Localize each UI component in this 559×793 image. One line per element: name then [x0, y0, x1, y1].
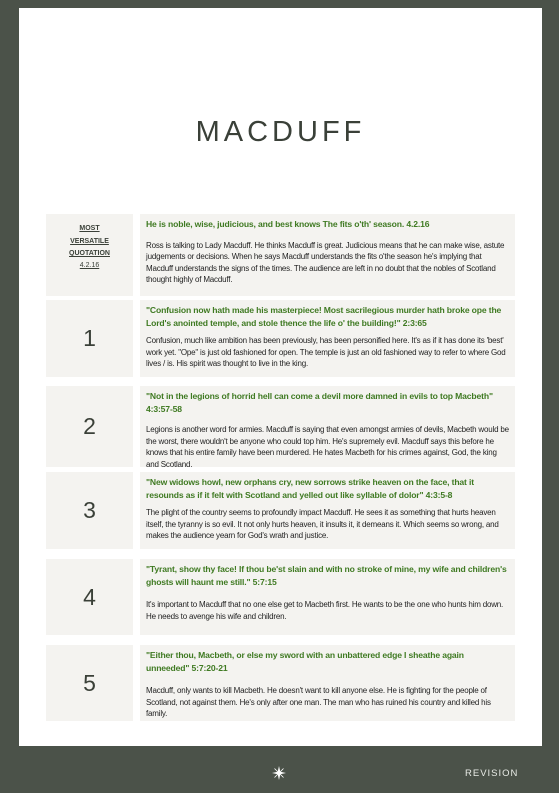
quote-content: [140, 300, 515, 377]
quote-number: 2: [46, 386, 133, 467]
page-title: MACDUFF: [195, 116, 366, 148]
quote-row: [46, 472, 515, 549]
explanation-text: Ross is talking to Lady Macduff. He thinks Macduff is great. Judicious means that he can make wise, astute judgements or decisions. When he says Macduff understands the fits o'the season he's implying that Macduff understands the signs of the times. The audience are left in no doubt that the nobles of Scotland thought highly of Macduff.: [146, 240, 505, 284]
quote-number: 1: [46, 300, 133, 377]
explanation-text: Legions is another word for armies. Macduff is saying that even amongst armies of devils, Macbeth would be the worst, there wouldn't be anyone who could top him. He's supremely evil. Macduff says this before he knows that his entire family have been murdered. He hates Macbeth for his crimes against, God, the king and Scotland.: [146, 425, 509, 469]
explanation-text: It's important to Macduff that no one else get to Macbeth first. He wants to be the one who hunts him down. He needs to avenge his wife and children.: [146, 600, 504, 621]
sparkle-icon: [272, 766, 286, 780]
quote-text: "New widows howl, new orphans cry, new sorrows strike heaven on the face, that it resounds as if it felt with Scotland and yelled out like syllable of dolor" 4:3:5-8: [146, 477, 474, 500]
quote-number: 5: [46, 645, 133, 721]
quote-number: 4: [46, 559, 133, 635]
quote-content: [140, 386, 515, 467]
most-versatile-row: [46, 214, 515, 296]
most-versatile-content: [140, 214, 515, 296]
explanation-text: Macduff, only wants to kill Macbeth. He doesn't want to kill anyone else. He is fighting for the people of Scotland, not against them. He's only after one man. The man who has ruined his country and killed his family.: [146, 686, 491, 718]
most-versatile-cell: [46, 214, 133, 296]
quote-text: "Tyrant, show thy face! If thou be'st slain and with no stroke of mine, my wife and children's ghosts will haunt me still." 5:7:15: [146, 564, 507, 587]
quote-row: [46, 559, 515, 635]
quote-row: [46, 386, 515, 467]
most-versatile-label: MOST VERSATILE QUOTATION: [69, 225, 110, 257]
quote-text: "Either thou, Macbeth, or else my sword with an unbattered edge I sheathe again unneeded" 5:7:20-21: [146, 650, 464, 673]
document-page: [19, 8, 542, 746]
quote-row: [46, 300, 515, 377]
footer-label: REVISION: [465, 768, 519, 779]
quote-content: [140, 645, 515, 721]
most-versatile-ref: 4.2.16: [79, 261, 100, 269]
explanation-text: Confusion, much like ambition has been previously, has been personified here. It's as if it has done its 'best' work yet. "Ope" is just old fashioned for open. The temple is just an old fashioned way to refer to where God lives / is. His spirit was thought to live in the king.: [146, 336, 506, 368]
quote-text: He is noble, wise, judicious, and best knows The fits o'th' season. 4.2.16: [146, 219, 430, 229]
quote-text: "Confusion now hath made his masterpiece! Most sacrilegious murder hath broke ope the Lord's anointed temple, and stole thence the life o' the building!" 2:3:65: [146, 305, 502, 328]
quote-row: [46, 645, 515, 721]
explanation-text: The plight of the country seems to profoundly impact Macduff. He sees it as something that hurts heaven itself, the tyranny is so evil. It not only hurts heaven, it insults it, it demeans it. Which seems so wrong, and makes the audience yearn for God's wrath and justice.: [146, 508, 499, 540]
quote-text: "Not in the legions of horrid hell can come a devil more damned in evils to top Macbeth" 4:3:57-58: [146, 391, 493, 414]
quote-content: [140, 472, 515, 549]
quote-number: 3: [46, 472, 133, 549]
quote-content: [140, 559, 515, 635]
